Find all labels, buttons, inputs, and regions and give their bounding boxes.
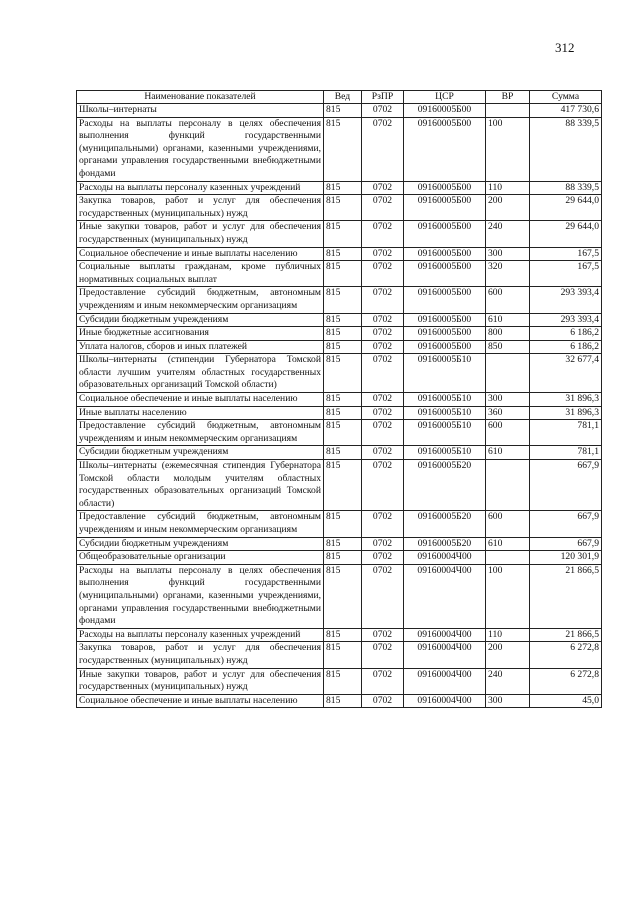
table-body xyxy=(77,104,602,708)
cell-ved: 815 xyxy=(324,511,362,537)
cell-rzpr: 0702 xyxy=(362,247,404,261)
cell-sum: 6 186,2 xyxy=(530,340,602,354)
header-name: Наименование показателей xyxy=(77,91,324,104)
cell-sum: 88 339,5 xyxy=(530,181,602,195)
cell-csr: 09160004Ч00 xyxy=(404,551,486,565)
cell-name: Субсидии бюджетным учреждениям xyxy=(77,537,324,551)
cell-sum: 667,9 xyxy=(530,511,602,537)
cell-rzpr: 0702 xyxy=(362,261,404,287)
cell-rzpr: 0702 xyxy=(362,327,404,341)
cell-vr: 300 xyxy=(486,694,530,708)
cell-sum: 21 866,5 xyxy=(530,628,602,642)
cell-csr: 09160004Ч00 xyxy=(404,628,486,642)
cell-vr: 110 xyxy=(486,628,530,642)
cell-csr: 09160005Б00 xyxy=(404,181,486,195)
cell-vr xyxy=(486,460,530,511)
cell-ved: 815 xyxy=(324,181,362,195)
cell-csr: 09160005Б20 xyxy=(404,537,486,551)
cell-ved: 815 xyxy=(324,221,362,247)
cell-csr: 09160005Б00 xyxy=(404,340,486,354)
cell-name: Закупка товаров, работ и услуг для обеспечения государственных (муниципальных) нужд xyxy=(77,195,324,221)
cell-csr: 09160004Ч00 xyxy=(404,642,486,668)
cell-rzpr: 0702 xyxy=(362,642,404,668)
cell-rzpr: 0702 xyxy=(362,104,404,118)
cell-csr: 09160004Ч00 xyxy=(404,564,486,628)
cell-vr: 200 xyxy=(486,642,530,668)
cell-csr: 09160005Б00 xyxy=(404,221,486,247)
cell-name: Предоставление субсидий бюджетным, автономным учреждениям и иным некоммерческим организациям xyxy=(77,420,324,446)
cell-sum: 6 272,8 xyxy=(530,668,602,694)
table-row xyxy=(77,340,602,354)
cell-csr: 09160004Ч00 xyxy=(404,694,486,708)
table-row xyxy=(77,511,602,537)
cell-vr: 300 xyxy=(486,393,530,407)
cell-name: Предоставление субсидий бюджетным, автономным учреждениям и иным некоммерческим организациям xyxy=(77,511,324,537)
cell-name: Предоставление субсидий бюджетным, автономным учреждениям и иным некоммерческим организациям xyxy=(77,287,324,313)
cell-ved: 815 xyxy=(324,354,362,393)
table-row xyxy=(77,181,602,195)
cell-ved: 815 xyxy=(324,551,362,565)
cell-vr xyxy=(486,354,530,393)
cell-vr: 100 xyxy=(486,117,530,181)
header-ved: Вед xyxy=(324,91,362,104)
cell-sum: 29 644,0 xyxy=(530,221,602,247)
cell-rzpr: 0702 xyxy=(362,340,404,354)
cell-csr: 09160005Б10 xyxy=(404,406,486,420)
cell-ved: 815 xyxy=(324,537,362,551)
cell-vr: 100 xyxy=(486,564,530,628)
table-row xyxy=(77,460,602,511)
cell-vr xyxy=(486,104,530,118)
table-row xyxy=(77,287,602,313)
cell-name: Расходы на выплаты персоналу казенных учреждений xyxy=(77,628,324,642)
cell-ved: 815 xyxy=(324,564,362,628)
cell-csr: 09160005Б00 xyxy=(404,117,486,181)
cell-sum: 781,1 xyxy=(530,420,602,446)
cell-csr: 09160005Б10 xyxy=(404,393,486,407)
cell-ved: 815 xyxy=(324,340,362,354)
cell-sum: 21 866,5 xyxy=(530,564,602,628)
cell-vr: 610 xyxy=(486,313,530,327)
cell-rzpr: 0702 xyxy=(362,668,404,694)
cell-rzpr: 0702 xyxy=(362,694,404,708)
cell-csr: 09160004Ч00 xyxy=(404,668,486,694)
cell-vr: 600 xyxy=(486,287,530,313)
cell-vr: 600 xyxy=(486,511,530,537)
cell-csr: 09160005Б00 xyxy=(404,104,486,118)
cell-rzpr: 0702 xyxy=(362,446,404,460)
cell-ved: 815 xyxy=(324,261,362,287)
table-row xyxy=(77,420,602,446)
cell-sum: 293 393,4 xyxy=(530,287,602,313)
table-row xyxy=(77,564,602,628)
cell-rzpr: 0702 xyxy=(362,117,404,181)
table-row xyxy=(77,195,602,221)
cell-ved: 815 xyxy=(324,117,362,181)
cell-vr: 110 xyxy=(486,181,530,195)
cell-sum: 781,1 xyxy=(530,446,602,460)
cell-sum: 6 272,8 xyxy=(530,642,602,668)
cell-name: Расходы на выплаты персоналу в целях обеспечения выполнения функций государственными (муниципальными) органами, казенными учреждениями, органами управления государственными внебюджетными фондами xyxy=(77,117,324,181)
cell-sum: 667,9 xyxy=(530,460,602,511)
cell-vr: 320 xyxy=(486,261,530,287)
cell-sum: 667,9 xyxy=(530,537,602,551)
cell-ved: 815 xyxy=(324,642,362,668)
cell-name: Школы–интернаты (стипендии Губернатора Томской области лучшим учителям областных государственных образовательных организаций Томской области) xyxy=(77,354,324,393)
cell-name: Школы–интернаты xyxy=(77,104,324,118)
table-row xyxy=(77,313,602,327)
cell-sum: 88 339,5 xyxy=(530,117,602,181)
table-row xyxy=(77,628,602,642)
cell-csr: 09160005Б00 xyxy=(404,247,486,261)
cell-rzpr: 0702 xyxy=(362,195,404,221)
cell-csr: 09160005Б00 xyxy=(404,287,486,313)
cell-rzpr: 0702 xyxy=(362,564,404,628)
table-row xyxy=(77,354,602,393)
table-row xyxy=(77,406,602,420)
table-row xyxy=(77,117,602,181)
cell-vr: 600 xyxy=(486,420,530,446)
cell-name: Иные выплаты населению xyxy=(77,406,324,420)
cell-rzpr: 0702 xyxy=(362,287,404,313)
cell-rzpr: 0702 xyxy=(362,181,404,195)
budget-table xyxy=(76,90,602,708)
cell-sum: 167,5 xyxy=(530,247,602,261)
cell-name: Расходы на выплаты персоналу в целях обеспечения выполнения функций государственными (муниципальными) органами, казенными учреждениями, органами управления государственными внебюджетными фондами xyxy=(77,564,324,628)
cell-ved: 815 xyxy=(324,287,362,313)
table-row xyxy=(77,104,602,118)
table-row xyxy=(77,221,602,247)
cell-rzpr: 0702 xyxy=(362,354,404,393)
cell-name: Иные закупки товаров, работ и услуг для обеспечения государственных (муниципальных) нужд xyxy=(77,668,324,694)
cell-rzpr: 0702 xyxy=(362,313,404,327)
cell-rzpr: 0702 xyxy=(362,551,404,565)
cell-ved: 815 xyxy=(324,460,362,511)
cell-name: Расходы на выплаты персоналу казенных учреждений xyxy=(77,181,324,195)
cell-vr: 610 xyxy=(486,537,530,551)
cell-csr: 09160005Б10 xyxy=(404,420,486,446)
header-rzpr: РзПР xyxy=(362,91,404,104)
cell-csr: 09160005Б00 xyxy=(404,327,486,341)
cell-rzpr: 0702 xyxy=(362,420,404,446)
cell-csr: 09160005Б00 xyxy=(404,195,486,221)
cell-name: Закупка товаров, работ и услуг для обеспечения государственных (муниципальных) нужд xyxy=(77,642,324,668)
cell-ved: 815 xyxy=(324,195,362,221)
cell-vr: 300 xyxy=(486,247,530,261)
cell-ved: 815 xyxy=(324,393,362,407)
cell-csr: 09160005Б20 xyxy=(404,460,486,511)
cell-vr: 360 xyxy=(486,406,530,420)
cell-ved: 815 xyxy=(324,104,362,118)
cell-name: Субсидии бюджетным учреждениям xyxy=(77,313,324,327)
cell-rzpr: 0702 xyxy=(362,393,404,407)
cell-name: Субсидии бюджетным учреждениям xyxy=(77,446,324,460)
cell-vr: 200 xyxy=(486,195,530,221)
cell-rzpr: 0702 xyxy=(362,537,404,551)
cell-sum: 31 896,3 xyxy=(530,406,602,420)
cell-name: Социальное обеспечение и иные выплаты населению xyxy=(77,393,324,407)
table-row xyxy=(77,261,602,287)
header-sum: Сумма xyxy=(530,91,602,104)
table-header xyxy=(77,91,602,104)
cell-vr: 610 xyxy=(486,446,530,460)
cell-rzpr: 0702 xyxy=(362,511,404,537)
cell-name: Социальное обеспечение и иные выплаты населению xyxy=(77,247,324,261)
table-row xyxy=(77,537,602,551)
cell-sum: 29 644,0 xyxy=(530,195,602,221)
cell-name: Иные закупки товаров, работ и услуг для обеспечения государственных (муниципальных) нужд xyxy=(77,221,324,247)
cell-csr: 09160005Б20 xyxy=(404,511,486,537)
cell-sum: 45,0 xyxy=(530,694,602,708)
cell-vr: 240 xyxy=(486,221,530,247)
cell-ved: 815 xyxy=(324,313,362,327)
cell-ved: 815 xyxy=(324,327,362,341)
table-row xyxy=(77,668,602,694)
cell-sum: 120 301,9 xyxy=(530,551,602,565)
table-row xyxy=(77,393,602,407)
header-csr: ЦСР xyxy=(404,91,486,104)
cell-sum: 31 896,3 xyxy=(530,393,602,407)
cell-name: Общеобразовательные организации xyxy=(77,551,324,565)
cell-csr: 09160005Б10 xyxy=(404,354,486,393)
page-number: 312 xyxy=(555,40,575,55)
cell-rzpr: 0702 xyxy=(362,221,404,247)
cell-name: Уплата налогов, сборов и иных платежей xyxy=(77,340,324,354)
cell-sum: 293 393,4 xyxy=(530,313,602,327)
cell-name: Иные бюджетные ассигнования xyxy=(77,327,324,341)
cell-vr: 850 xyxy=(486,340,530,354)
table-row xyxy=(77,327,602,341)
cell-sum: 417 730,6 xyxy=(530,104,602,118)
cell-ved: 815 xyxy=(324,406,362,420)
table-row xyxy=(77,694,602,708)
cell-name: Социальные выплаты гражданам, кроме публичных нормативных социальных выплат xyxy=(77,261,324,287)
header-row xyxy=(77,91,602,104)
table-row xyxy=(77,551,602,565)
cell-name: Социальное обеспечение и иные выплаты населению xyxy=(77,694,324,708)
cell-ved: 815 xyxy=(324,420,362,446)
cell-rzpr: 0702 xyxy=(362,406,404,420)
cell-sum: 167,5 xyxy=(530,261,602,287)
cell-vr xyxy=(486,551,530,565)
table-row xyxy=(77,446,602,460)
cell-csr: 09160005Б10 xyxy=(404,446,486,460)
cell-ved: 815 xyxy=(324,628,362,642)
cell-ved: 815 xyxy=(324,668,362,694)
cell-name: Школы–интернаты (ежемесячная стипендия Губернатора Томской области молодым учителям областных государственных образовательных организаций Томской области) xyxy=(77,460,324,511)
cell-rzpr: 0702 xyxy=(362,628,404,642)
cell-sum: 6 186,2 xyxy=(530,327,602,341)
cell-csr: 09160005Б00 xyxy=(404,261,486,287)
cell-ved: 815 xyxy=(324,247,362,261)
table-row xyxy=(77,247,602,261)
cell-csr: 09160005Б00 xyxy=(404,313,486,327)
cell-vr: 800 xyxy=(486,327,530,341)
table-row xyxy=(77,642,602,668)
cell-vr: 240 xyxy=(486,668,530,694)
cell-ved: 815 xyxy=(324,694,362,708)
header-vr: ВР xyxy=(486,91,530,104)
cell-ved: 815 xyxy=(324,446,362,460)
cell-rzpr: 0702 xyxy=(362,460,404,511)
cell-sum: 32 677,4 xyxy=(530,354,602,393)
